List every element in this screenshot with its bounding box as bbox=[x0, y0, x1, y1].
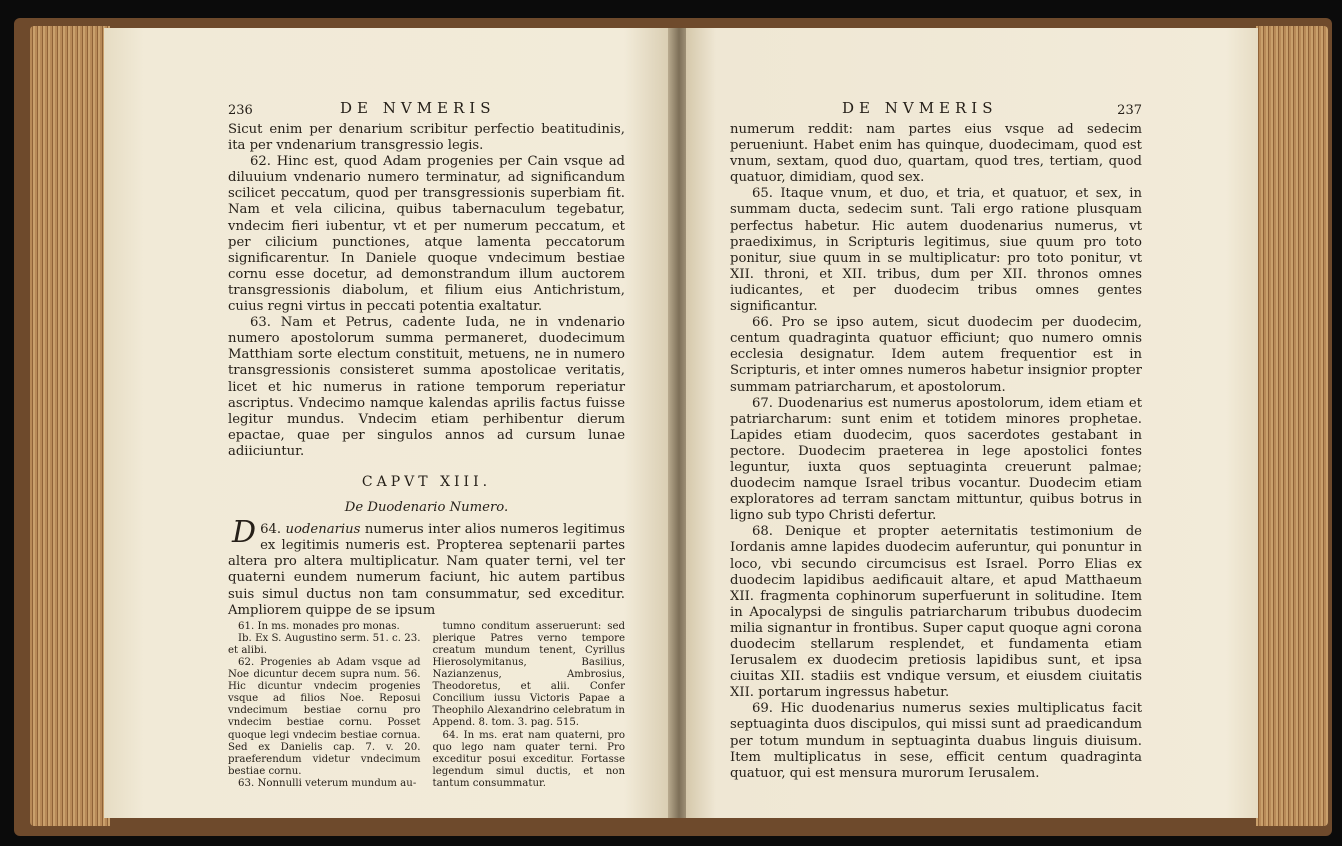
right-page-number: 237 bbox=[1117, 103, 1142, 118]
footnote: 64. In ms. erat nam quaterni, pro quo lego nam quater terni. Pro exceditur posui exceditur. Fortasse legendum simul ductis, et non tantum consummatur. bbox=[432, 729, 625, 789]
footnotes bbox=[228, 621, 625, 790]
left-running-title: DE NVMERIS bbox=[340, 99, 496, 117]
chapter-heading: CAPVT XIII. bbox=[361, 473, 492, 490]
paragraph-64-number: 64. bbox=[260, 522, 282, 538]
left-page-edges bbox=[30, 26, 110, 826]
paragraph-64-text: numerus inter alios numeros legitimus ex legitimis numeris est. Propterea septenarii partes altera pro altera multiplicatur. Nam quater terni, vel ter quaterni eundem numerum faciunt, hic autem partibus suis simul ductus non tam consummatur, sed exceditur. Ampliorem quippe de se ipsum bbox=[228, 522, 625, 618]
footnote: tumno conditum asseruerunt: sed plerique Patres verno tempore creatum mundum tenent, Cyrillus Hierosolymitanus, Basilius, Nazianzenus, Ambrosius, Theodoretus, et alii. Confer Concilium iussu Victoris Papae a Theophilo Alexandrino celebratum in Append. 8. tom. 3. pag. 515. bbox=[432, 620, 625, 729]
drop-cap: D bbox=[232, 515, 257, 551]
paragraph-61-end: Sicut enim per denarium scribitur perfectio beatitudinis, ita per vndenarium transgressio legis. bbox=[228, 122, 625, 154]
paragraph-64-lead: uodenarius bbox=[285, 522, 361, 538]
left-page bbox=[104, 28, 672, 818]
paragraph-68: 68. Denique et propter aeternitatis testimonium de Iordanis amne lapides duodecim auferuntur, qui ponuntur in loco, vbi secundo circumcisus est Israel. Porro Elias ex duodecim lapidibus aedificauit altare, et apud Matthaeum XII. fragmenta cophinorum superfuerunt in solitudine. Item in Apocalypsi de singulis patriarcharum tribubus duodecim milia signantur in frontibus. Super caput quoque agni corona duodecim stellarum resplendet, et fundamenta etiam Ierusalem ex duodecim pretiosis lapidibus sunt, et ipsa ciuitas XII. stadiis est vndique versum, et eiusdem ciuitatis XII. portarum ingressus habetur. bbox=[730, 524, 1142, 701]
paragraph-63: 63. Nam et Petrus, cadente Iuda, ne in vndenario numero apostolorum summa permaneret, duodecimum Matthiam sorte electum constituit, metuens, ne in numero transgressionis consisteret summa apostolicae veritatis, licet et hic numerus in ratione temporum reperiatur ascriptus. Vndecimo namque kalendas aprilis factus fuisse legitur mundus. Vndecim etiam perhibentur dierum epactae, quae per singulos annos ad cursum lunae adiiciuntur. bbox=[228, 315, 625, 459]
footnotes-left-column bbox=[228, 621, 421, 790]
paragraph-64 bbox=[228, 515, 625, 619]
chapter-subtitle: De Duodenario Numero. bbox=[344, 500, 509, 516]
paragraph-67: 67. Duodenarius est numerus apostolorum, idem etiam et patriarcharum: sunt enim et totidem minores prophetae. Lapides etiam duodecim, quos sacerdotes gestabant in pectore. Duodecim praeterea in lege apostolici fontes leguntur, iuxta quos septuaginta creuerunt palmae; duodecim namque Israel tribus vocantur. Duodecim etiam exploratores ad terram sanctam mittuntur, quibus botrus in ligno sub typo Christi defertur. bbox=[730, 395, 1142, 524]
footnote: 62. Progenies ab Adam vsque ad Noe dicuntur decem supra num. 56. Hic dicuntur vndecim progenies vsque ad filios Noe. Reposui vndecimum bestiae cornu pro vndecim bestiae cornu. Posset quoque legi vndecim bestiae cornua. Sed ex Danielis cap. 7. v. 20. praeferendum videtur vndecimum bestiae cornu. bbox=[228, 657, 421, 777]
right-running-head bbox=[730, 100, 1142, 120]
left-page-content bbox=[228, 100, 625, 790]
left-running-head bbox=[228, 100, 625, 120]
footnote: Ib. Ex S. Augustino serm. 51. c. 23. et alibi. bbox=[228, 632, 421, 656]
right-running-title: DE NVMERIS bbox=[842, 99, 998, 117]
left-page-number: 236 bbox=[228, 103, 253, 118]
right-page-edges bbox=[1256, 26, 1328, 826]
right-page bbox=[686, 28, 1258, 818]
paragraph-62: 62. Hinc est, quod Adam progenies per Cain vsque ad diluuium vndenario numero terminatur, ad significandum scilicet peccatum, quod per transgressionis superbiam fit. Nam et vela cilicina, quibus tabernaculum tegebatur, vndecim fieri iubentur, vt et per numerum peccatum, et per cilicium punctiones, atque lamenta peccatorum significarentur. In Daniele quoque vndecimum bestiae cornu esse docetur, ad demonstrandum illum auctorem transgressionis diabolum, et filium eius Antichristum, cuius regni virtus in peccati potentia exaltatur. bbox=[228, 154, 625, 315]
paragraph-66: 66. Pro se ipso autem, sicut duodecim per duodecim, centum quadraginta quatuor efficiunt; quo numero omnis ecclesia designatur. Idem autem frequentior est in Scripturis, et inter omnes numeros habetur insignior propter summam patriarcharum, et apostolorum. bbox=[730, 315, 1142, 395]
paragraph-64-continued: numerum reddit: nam partes eius vsque ad sedecim perueniunt. Habet enim has quinque, duodecimam, quod est vnum, sextam, quod duo, quartam, quod tres, tertiam, quod quatuor, dimidiam, quod sex. bbox=[730, 122, 1142, 186]
footnotes-right-column bbox=[433, 621, 626, 790]
paragraph-69: 69. Hic duodenarius numerus sexies multiplicatus facit septuaginta duos discipulos, qui missi sunt ad praedicandum per totum mundum in septuaginta duabus linguis diuisum. Item multiplicatus in sese, efficit centum quadraginta quatuor, qui est mensura murorum Ierusalem. bbox=[730, 701, 1142, 781]
right-page-content bbox=[730, 100, 1142, 782]
footnote: 63. Nonnulli veterum mundum au- bbox=[238, 777, 417, 789]
footnote: 61. In ms. monades pro monas. bbox=[238, 620, 400, 632]
paragraph-65: 65. Itaque vnum, et duo, et tria, et quatuor, et sex, in summam ducta, sedecim sunt. Tali ergo ratione plusquam perfectus habetur. Hic autem duodenarius numerus, vt praediximus, in Scripturis legitimus, siue quum pro toto ponitur, siue quum in se multiplicatur: pro toto ponitur, vt XII. throni, et XII. tribus, dum per XII. thronos omnes iudicantes, et per duodecim tribus omnes gentes significantur. bbox=[730, 186, 1142, 315]
